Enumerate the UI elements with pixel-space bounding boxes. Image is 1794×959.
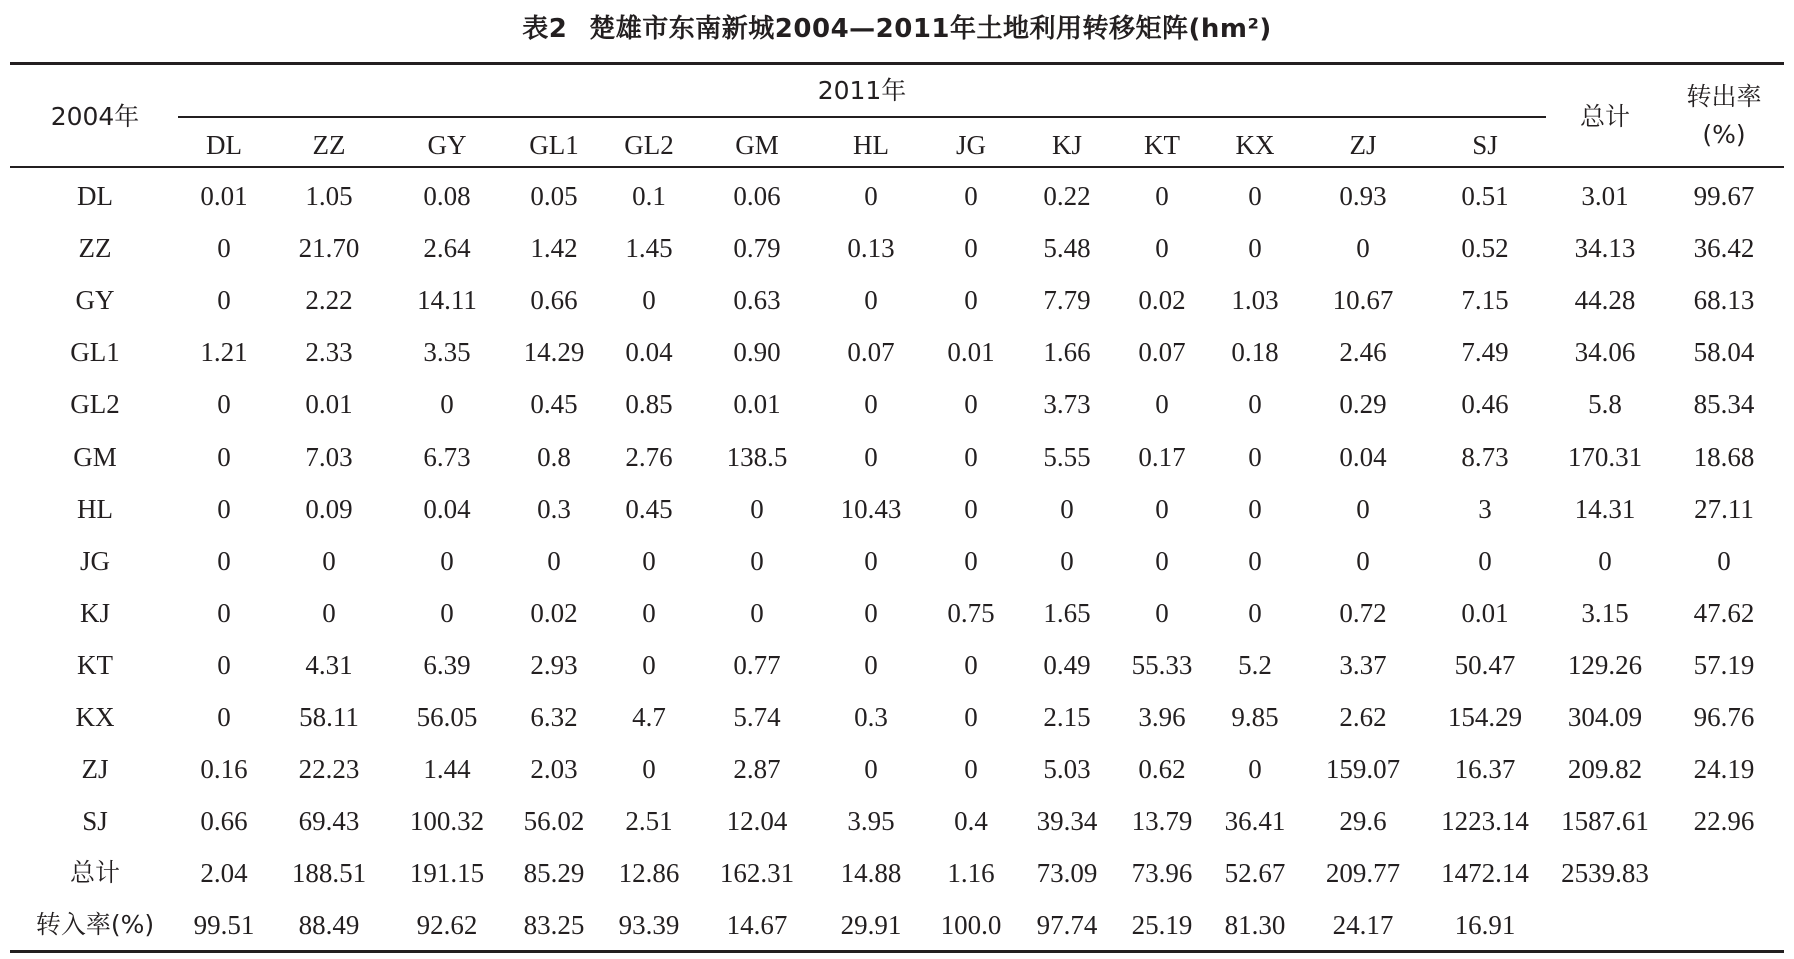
row-total: 34.13 (1574, 233, 1636, 263)
row-label: GL2 (70, 389, 120, 419)
table-cell: 1.65 (1043, 598, 1091, 628)
table-cell: 2.22 (305, 285, 353, 315)
table-cell: 0 (964, 233, 978, 263)
row-label: 总计 (69, 858, 120, 887)
table-cell: 0 (217, 233, 231, 263)
table-cell: 0 (964, 389, 978, 419)
table-cell: 0 (642, 546, 656, 576)
bottom-rule (10, 950, 1784, 953)
col-header-kj: KJ (1051, 130, 1082, 160)
row-label: GY (75, 285, 115, 315)
table-cell: 13.79 (1131, 806, 1193, 836)
table-cell: 0.02 (530, 598, 578, 628)
table-cell: 0.66 (200, 806, 248, 836)
row-out-rate: 24.19 (1693, 754, 1755, 784)
table-cell: 6.73 (423, 442, 471, 472)
table-cell: 0.85 (625, 389, 673, 419)
table-cell: 0 (1248, 546, 1262, 576)
row-out-rate: 0 (1717, 546, 1731, 576)
table-cell: 0.66 (530, 285, 578, 315)
table-cell: 188.51 (291, 858, 367, 888)
table-cell: 7.49 (1461, 337, 1509, 367)
table-cell: 5.48 (1043, 233, 1091, 263)
table-cell: 0 (217, 389, 231, 419)
table-cell: 0 (964, 181, 978, 211)
table-cell: 0.3 (854, 702, 888, 732)
table-cell: 0.05 (530, 181, 578, 211)
row-label: GM (73, 442, 117, 472)
table-cell: 0 (1356, 494, 1370, 524)
table-cell: 0.4 (954, 806, 988, 836)
table-cell: 21.70 (298, 233, 360, 263)
table-number: 表2 (522, 14, 568, 44)
row-out-rate: 85.34 (1693, 389, 1755, 419)
table-cell: 0.16 (200, 754, 248, 784)
table-cell: 0 (547, 546, 561, 576)
table-cell: 0.62 (1138, 754, 1186, 784)
table-cell: 0.13 (847, 233, 895, 263)
row-label: 转入率(%) (35, 910, 155, 939)
row-header-year: 2004年 (50, 102, 140, 131)
table-cell: 3.35 (423, 337, 471, 367)
table-cell: 1472.14 (1441, 858, 1529, 888)
table-cell: 4.31 (305, 650, 353, 680)
table-cell: 0 (864, 546, 878, 576)
row-total: 129.26 (1567, 650, 1643, 680)
row-label: JG (79, 546, 110, 576)
table-cell: 0.07 (1138, 337, 1186, 367)
table-caption (0, 8, 1794, 45)
table-cell: 0.04 (1339, 442, 1387, 472)
table-cell: 3 (1478, 494, 1492, 524)
header-rule (10, 166, 1784, 168)
table-cell: 2.33 (305, 337, 353, 367)
table-cell: 0 (217, 285, 231, 315)
table-cell: 58.11 (299, 702, 359, 732)
table-cell: 0 (217, 650, 231, 680)
column-group-year: 2011年 (817, 76, 907, 105)
table-cell: 162.31 (719, 858, 795, 888)
table-cell: 0 (1248, 389, 1262, 419)
row-total: 44.28 (1574, 285, 1636, 315)
table-cell: 2.93 (530, 650, 578, 680)
table-cell: 29.91 (840, 910, 902, 940)
table-cell: 0 (217, 442, 231, 472)
table-cell: 12.04 (726, 806, 788, 836)
table-cell: 36.41 (1224, 806, 1286, 836)
table-cell: 4.7 (632, 702, 666, 732)
table-cell: 8.73 (1461, 442, 1509, 472)
col-header-dl: DL (206, 130, 242, 160)
header-out-rate-unit: (%) (1702, 120, 1746, 149)
table-cell: 2.51 (625, 806, 673, 836)
table-cell: 0 (322, 598, 336, 628)
table-cell: 0.49 (1043, 650, 1091, 680)
table-cell: 0 (1356, 546, 1370, 576)
row-label: GL1 (70, 337, 120, 367)
table-cell: 0.90 (733, 337, 781, 367)
table-cell: 0 (864, 181, 878, 211)
table-cell: 0 (217, 598, 231, 628)
row-label: KJ (79, 598, 110, 628)
table-cell: 0.93 (1339, 181, 1387, 211)
table-cell: 0 (642, 754, 656, 784)
row-out-rate: 47.62 (1693, 598, 1755, 628)
table-cell: 0 (964, 702, 978, 732)
table-cell: 191.15 (409, 858, 485, 888)
table-cell: 159.07 (1325, 754, 1401, 784)
row-out-rate: 96.76 (1693, 702, 1755, 732)
table-cell: 3.96 (1138, 702, 1186, 732)
header-out-rate: 转出率 (1686, 82, 1762, 111)
table-cell: 0 (964, 754, 978, 784)
row-label: KT (77, 650, 113, 680)
table-cell: 99.51 (193, 910, 255, 940)
table-cell: 0 (217, 702, 231, 732)
table-cell: 5.55 (1043, 442, 1091, 472)
table-cell: 0 (642, 598, 656, 628)
table-cell: 6.32 (530, 702, 578, 732)
table-cell: 2.87 (733, 754, 781, 784)
col-header-gl2: GL2 (624, 130, 674, 160)
table-cell: 0 (864, 598, 878, 628)
header-total: 总计 (1579, 102, 1630, 131)
table-cell: 2.76 (625, 442, 673, 472)
col-header-hl: HL (853, 130, 889, 160)
table-cell: 2.62 (1339, 702, 1387, 732)
table-cell: 0.77 (733, 650, 781, 680)
table-cell: 55.33 (1131, 650, 1193, 680)
table-cell: 0 (1155, 181, 1169, 211)
table-cell: 12.86 (618, 858, 680, 888)
table-cell: 0.1 (632, 181, 666, 211)
table-cell: 0.01 (947, 337, 995, 367)
table-cell: 0 (864, 442, 878, 472)
table-cell: 0 (1478, 546, 1492, 576)
table-cell: 0.01 (733, 389, 781, 419)
table-cell: 0 (322, 546, 336, 576)
row-total: 1587.61 (1561, 806, 1649, 836)
table-cell: 0 (1155, 546, 1169, 576)
table-cell: 6.39 (423, 650, 471, 680)
table-cell: 0 (1356, 233, 1370, 263)
row-out-rate: 68.13 (1693, 285, 1755, 315)
table-cell: 0.8 (537, 442, 571, 472)
table-cell: 14.11 (417, 285, 477, 315)
table-cell: 9.85 (1231, 702, 1279, 732)
table-cell: 0.07 (847, 337, 895, 367)
table-cell: 0 (1248, 181, 1262, 211)
table-cell: 0 (1248, 233, 1262, 263)
table-cell: 73.09 (1036, 858, 1098, 888)
table-cell: 1223.14 (1441, 806, 1529, 836)
table-cell: 50.47 (1454, 650, 1516, 680)
table-cell: 24.17 (1332, 910, 1394, 940)
table-cell: 0 (440, 546, 454, 576)
table-cell: 0 (642, 650, 656, 680)
table-cell: 0 (750, 546, 764, 576)
row-out-rate: 99.67 (1693, 181, 1755, 211)
table-cell: 3.37 (1339, 650, 1387, 680)
table-cell: 88.49 (298, 910, 360, 940)
table-cell: 0 (1060, 546, 1074, 576)
row-total: 2539.83 (1561, 858, 1649, 888)
table-cell: 39.34 (1036, 806, 1098, 836)
table-cell: 0 (1155, 494, 1169, 524)
table-cell: 97.74 (1036, 910, 1098, 940)
table-cell: 0.75 (947, 598, 995, 628)
table-cell: 0 (1155, 389, 1169, 419)
table-cell: 83.25 (523, 910, 585, 940)
table-cell: 0 (217, 494, 231, 524)
table-cell: 0 (964, 650, 978, 680)
table-cell: 0 (864, 650, 878, 680)
col-header-gl1: GL1 (529, 130, 579, 160)
table-cell: 0 (1248, 494, 1262, 524)
table-cell: 0.17 (1138, 442, 1186, 472)
table-cell: 85.29 (523, 858, 585, 888)
table-cell: 1.45 (625, 233, 673, 263)
row-label: HL (77, 494, 113, 524)
table-cell: 3.73 (1043, 389, 1091, 419)
table-cell: 0.45 (530, 389, 578, 419)
table-cell: 0 (750, 494, 764, 524)
table-cell: 7.03 (305, 442, 353, 472)
table-cell: 0.79 (733, 233, 781, 263)
row-out-rate: 22.96 (1693, 806, 1755, 836)
table-cell: 0.51 (1461, 181, 1509, 211)
table-cell: 29.6 (1339, 806, 1387, 836)
table-cell: 0.3 (537, 494, 571, 524)
table-cell: 16.91 (1454, 910, 1516, 940)
table-cell: 0 (964, 546, 978, 576)
table-cell: 14.88 (840, 858, 902, 888)
table-cell: 0 (1248, 598, 1262, 628)
row-total: 0 (1598, 546, 1612, 576)
table-cell: 14.29 (523, 337, 585, 367)
col-header-kt: KT (1144, 130, 1180, 160)
table-cell: 16.37 (1454, 754, 1516, 784)
table-cell: 1.44 (423, 754, 471, 784)
row-out-rate: 27.11 (1694, 494, 1754, 524)
row-out-rate: 18.68 (1693, 442, 1755, 472)
col-header-gm: GM (735, 130, 779, 160)
table-cell: 0.02 (1138, 285, 1186, 315)
top-rule (10, 62, 1784, 65)
table-cell: 1.66 (1043, 337, 1091, 367)
table-cell: 0 (440, 598, 454, 628)
table-cell: 0 (1060, 494, 1074, 524)
table-cell: 2.46 (1339, 337, 1387, 367)
table-cell: 7.15 (1461, 285, 1509, 315)
table-cell: 22.23 (298, 754, 360, 784)
table-cell: 10.43 (840, 494, 902, 524)
table-cell: 0.09 (305, 494, 353, 524)
col-header-zz: ZZ (312, 130, 346, 160)
table-cell: 0.22 (1043, 181, 1091, 211)
table-cell: 1.16 (947, 858, 995, 888)
table-cell: 52.67 (1224, 858, 1286, 888)
table-cell: 0.01 (305, 389, 353, 419)
table-cell: 2.04 (200, 858, 248, 888)
table-cell: 100.32 (409, 806, 485, 836)
table-cell: 0.18 (1231, 337, 1279, 367)
row-total: 170.31 (1567, 442, 1643, 472)
table-cell: 0 (1155, 598, 1169, 628)
table-cell: 100.0 (940, 910, 1002, 940)
table-cell: 81.30 (1224, 910, 1286, 940)
table-cell: 5.74 (733, 702, 781, 732)
table-cell: 2.03 (530, 754, 578, 784)
table-cell: 0 (964, 442, 978, 472)
table-cell: 0.04 (625, 337, 673, 367)
row-total: 14.31 (1574, 494, 1636, 524)
table-cell: 138.5 (726, 442, 788, 472)
row-total: 209.82 (1567, 754, 1643, 784)
col-header-zj: ZJ (1349, 130, 1377, 160)
table-cell: 2.15 (1043, 702, 1091, 732)
table-title: 楚雄市东南新城2004—2011年土地利用转移矩阵(hm²) (589, 14, 1272, 44)
row-total: 304.09 (1567, 702, 1643, 732)
table-cell: 0.72 (1339, 598, 1387, 628)
table-cell: 3.95 (847, 806, 895, 836)
row-total: 34.06 (1574, 337, 1636, 367)
table-cell: 0 (1248, 754, 1262, 784)
row-total: 3.01 (1581, 181, 1629, 211)
table-cell: 7.79 (1043, 285, 1091, 315)
table-cell: 0.01 (200, 181, 248, 211)
table-cell: 154.29 (1447, 702, 1523, 732)
row-out-rate: 58.04 (1693, 337, 1755, 367)
col-header-kx: KX (1235, 130, 1275, 160)
table-cell: 0 (217, 546, 231, 576)
row-label: ZZ (78, 233, 112, 263)
table-cell: 0.46 (1461, 389, 1509, 419)
table-cell: 209.77 (1325, 858, 1401, 888)
row-label: ZJ (81, 754, 109, 784)
table-cell: 2.64 (423, 233, 471, 263)
row-label: KX (75, 702, 115, 732)
table-cell: 0 (1155, 233, 1169, 263)
table-cell: 92.62 (416, 910, 478, 940)
table-cell: 14.67 (726, 910, 788, 940)
table-cell: 0.29 (1339, 389, 1387, 419)
group-header-rule (178, 116, 1546, 118)
table-cell: 0 (864, 389, 878, 419)
table-cell: 0.63 (733, 285, 781, 315)
table-cell: 0.06 (733, 181, 781, 211)
table-cell: 0 (750, 598, 764, 628)
row-out-rate: 36.42 (1693, 233, 1755, 263)
row-label: SJ (82, 806, 108, 836)
col-header-sj: SJ (1472, 130, 1498, 160)
table-cell: 93.39 (618, 910, 680, 940)
table-cell: 0 (964, 494, 978, 524)
table-cell: 0 (642, 285, 656, 315)
table-cell: 0.45 (625, 494, 673, 524)
table-cell: 0 (440, 389, 454, 419)
table-cell: 1.21 (200, 337, 248, 367)
table-cell: 73.96 (1131, 858, 1193, 888)
col-header-jg: JG (955, 130, 986, 160)
table-cell: 10.67 (1332, 285, 1394, 315)
row-label: DL (77, 181, 113, 211)
table-cell: 25.19 (1131, 910, 1193, 940)
table-cell: 0 (864, 754, 878, 784)
table-cell: 0.52 (1461, 233, 1509, 263)
table-cell: 0 (1248, 442, 1262, 472)
table-cell: 1.03 (1231, 285, 1279, 315)
table-cell: 0.04 (423, 494, 471, 524)
row-total: 3.15 (1581, 598, 1629, 628)
table-cell: 56.02 (523, 806, 585, 836)
table-cell: 1.05 (305, 181, 353, 211)
table-cell: 0.08 (423, 181, 471, 211)
table-cell: 1.42 (530, 233, 578, 263)
table-cell: 5.03 (1043, 754, 1091, 784)
table-cell: 0 (964, 285, 978, 315)
table-cell: 0 (864, 285, 878, 315)
row-out-rate: 57.19 (1693, 650, 1755, 680)
table-cell: 0.01 (1461, 598, 1509, 628)
table-cell: 5.2 (1238, 650, 1272, 680)
col-header-gy: GY (427, 130, 467, 160)
table-cell: 56.05 (416, 702, 478, 732)
row-total: 5.8 (1588, 389, 1622, 419)
table-cell: 69.43 (298, 806, 360, 836)
